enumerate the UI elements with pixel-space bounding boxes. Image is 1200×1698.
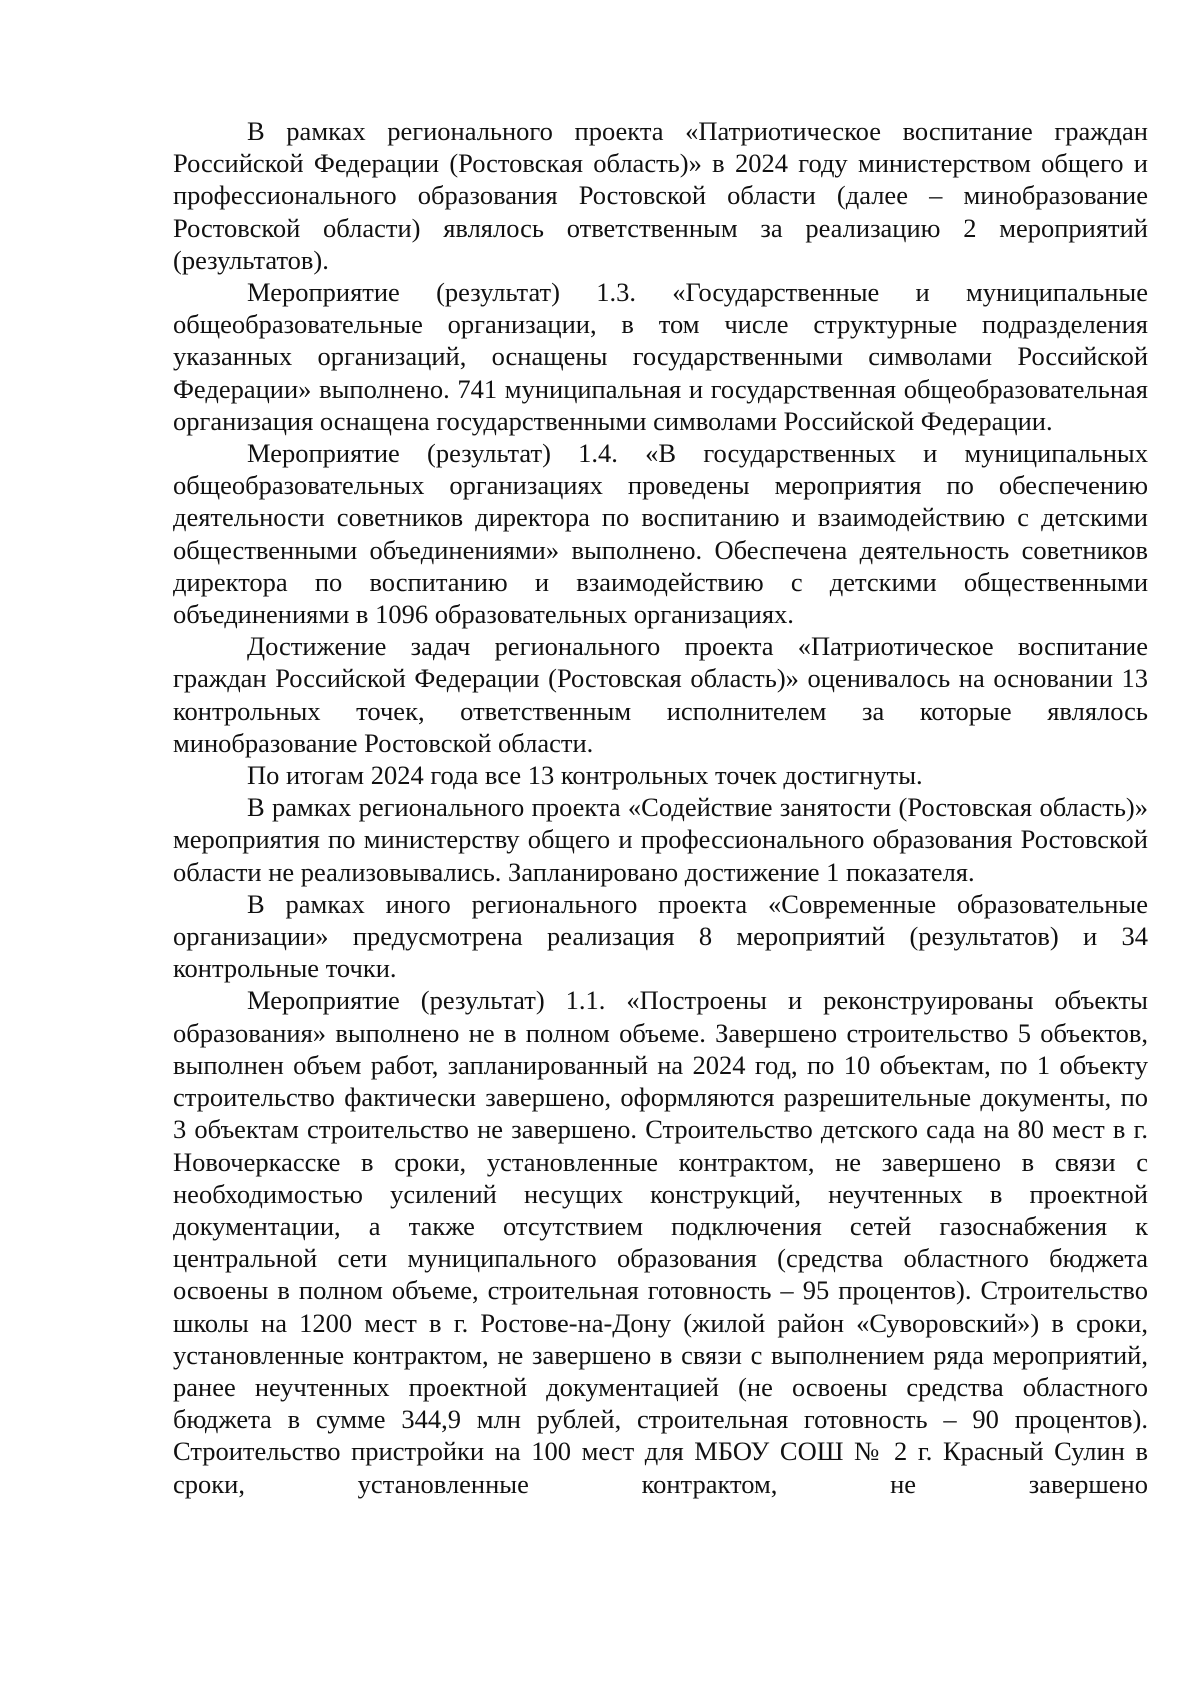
paragraph-measure-1-3: Мероприятие (результат) 1.3. «Государственные и муниципальные общеобразовательные организации, в том числе структурные подразделения указанных организаций, оснащены государственными символами Российской Федерации» выполнено. 741 муниципальная и государственная общеобразовательная организация оснащена государственными символами Российской Федерации.: [173, 277, 1148, 436]
paragraph-control-points: Достижение задач регионального проекта «Патриотическое воспитание граждан Российской Федерации (Ростовская область)» оценивалось на основании 13 контрольных точек, ответственным исполнителем за которые являлось минобразование Ростовской области.: [173, 631, 1148, 758]
paragraph-measure-1-4: Мероприятие (результат) 1.4. «В государственных и муниципальных общеобразовательных организациях проведены мероприятия по обеспечению деятельности советников директора по воспитанию и взаимодействию с детскими общественными объединениями» выполнено. Обеспечена деятельность советников директора по воспитанию и взаимодействию с детскими общественными объединениями в 1096 образовательных организациях.: [173, 438, 1148, 630]
paragraph-modern-organizations: В рамках иного регионального проекта «Современные образовательные организации» предусмотрена реализация 8 мероприятий (результатов) и 34 контрольные точки.: [173, 888, 1148, 984]
paragraph-project-patriotic-intro: В рамках регионального проекта «Патриотическое воспитание граждан Российской Федерации (Ростовская область)» в 2024 году министерством общего и профессионального образования Ростовской области (далее – минобразование Ростовской области) являлось ответственным за реализацию 2 мероприятий (результатов).: [173, 116, 1148, 275]
paragraph-measure-1-1: Мероприятие (результат) 1.1. «Построены и реконструированы объекты образования» выполнено не в полном объеме. Завершено строительство 5 объектов, выполнен объем работ, запланированный на 2024 год, по 10 объектам, по 1 объекту строительство фактически завершено, оформляются разрешительные документы, по 3 объектам строительство не завершено. Строительство детского сада на 80 мест в г. Новочеркасске в сроки, установленные контрактом, не завершено в связи с необходимостью усилений несущих конструкций, неучтенных в проектной документации, а также отсутствием подключения сетей газоснабжения к центральной сети муниципального образования (средства областного бюджета освоены в полном объеме, строительная готовность – 95 процентов). Строительство школы на 1200 мест в г. Ростове-на-Дону (жилой район «Суворовский») в сроки, установленные контрактом, не завершено в связи с выполнением ряда мероприятий, ранее неучтенных проектной документацией (не освоены средства областного бюджета в сумме 344,9 млн рублей, строительная готовность – 90 процентов). Строительство пристройки на 100 мест для МБОУ СОШ № 2 г. Красный Сулин в сроки, установленные контрактом, не завершено: [173, 985, 1148, 1499]
document-body: [173, 115, 1148, 1500]
paragraph-employment-project: В рамках регионального проекта «Содействие занятости (Ростовская область)» мероприятия по министерству общего и профессионального образования Ростовской области не реализовывались. Запланировано достижение 1 показателя.: [173, 792, 1148, 887]
paragraph-results-2024: По итогам 2024 года все 13 контрольных точек достигнуты.: [247, 760, 923, 791]
